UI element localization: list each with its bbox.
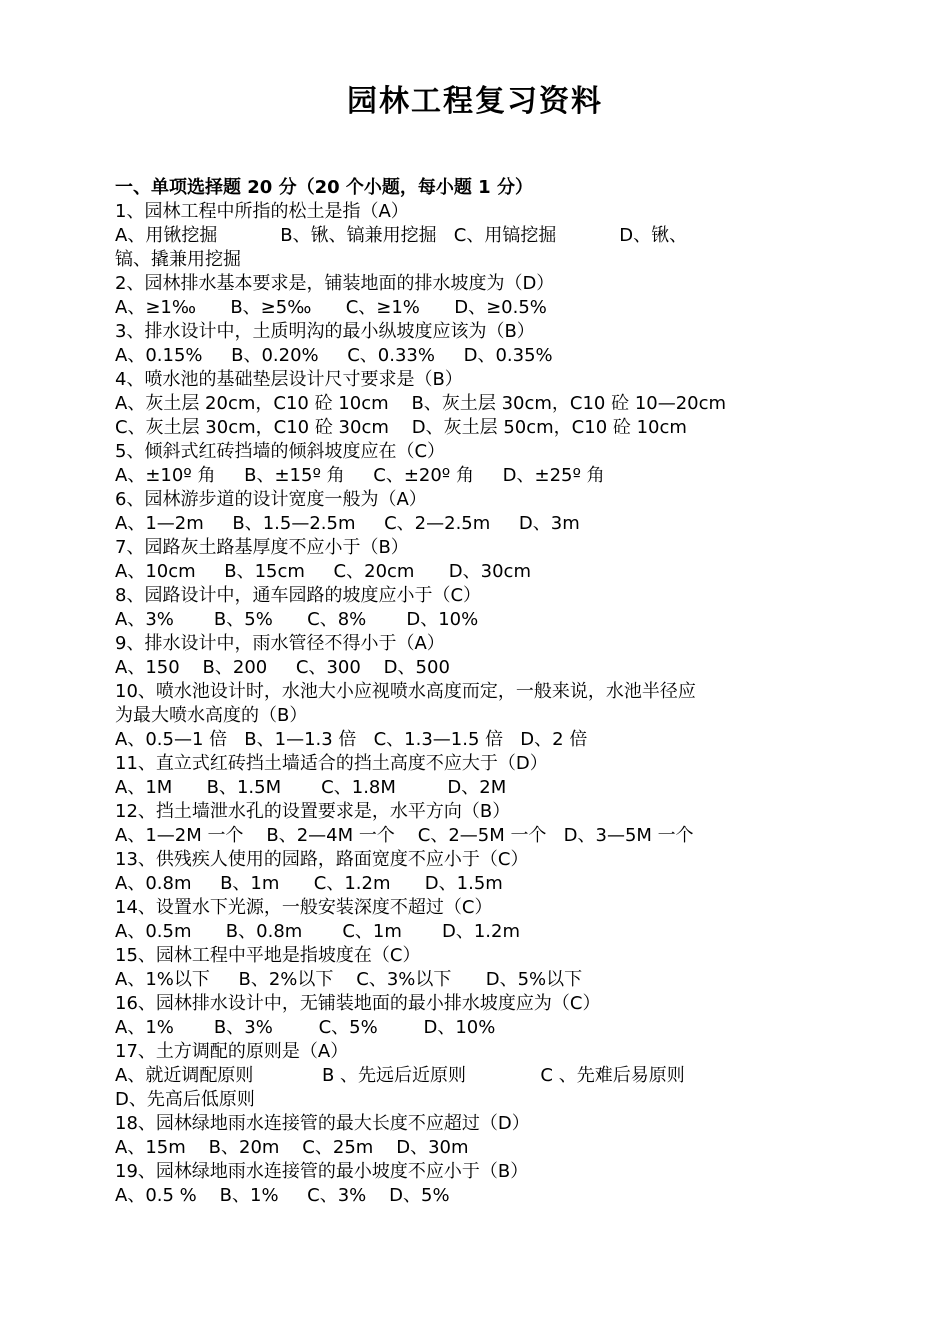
text-line: A、3% B、5% C、8% D、10% <box>115 609 479 630</box>
section-heading: 一、单项选择题 20 分（20 个小题，每小题 1 分） <box>115 177 533 198</box>
text-line: 6、园林游步道的设计宽度一般为（A） <box>115 489 427 510</box>
text-line: A、1—2m B、1.5—2.5m C、2—2.5m D、3m <box>115 513 580 534</box>
text-line: 为最大喷水高度的（B） <box>115 705 308 726</box>
text-line: C、灰土层 30cm，C10 砼 30cm D、灰土层 50cm，C10 砼 10cm <box>115 417 687 438</box>
text-line: A、10cm B、15cm C、20cm D、30cm <box>115 561 531 582</box>
text-line: 12、挡土墙泄水孔的设置要求是，水平方向（B） <box>115 801 511 822</box>
document-body <box>115 176 835 1208</box>
text-line: A、≥1‰ B、≥5‰ C、≥1% D、≥0.5% <box>115 297 547 318</box>
text-line: A、150 B、200 C、300 D、500 <box>115 657 450 678</box>
text-line: A、0.8m B、1m C、1.2m D、1.5m <box>115 873 503 894</box>
text-line: 镐、撬兼用挖掘 <box>115 249 241 270</box>
text-line: A、用锹挖掘 B、锹、镐兼用挖掘 C、用镐挖掘 D、锹、 <box>115 225 688 246</box>
text-line: 7、园路灰土路基厚度不应小于（B） <box>115 537 409 558</box>
text-line: 5、倾斜式红砖挡墙的倾斜坡度应在（C） <box>115 441 446 462</box>
text-line: A、0.5m B、0.8m C、1m D、1.2m <box>115 921 520 942</box>
text-line: A、灰土层 20cm，C10 砼 10cm B、灰土层 30cm，C10 砼 10—20cm <box>115 393 727 414</box>
text-line: D、先高后低原则 <box>115 1089 255 1110</box>
text-line: 2、园林排水基本要求是，铺装地面的排水坡度为（D） <box>115 273 555 294</box>
text-line: A、1M B、1.5M C、1.8M D、2M <box>115 777 507 798</box>
text-line: A、0.5—1 倍 B、1—1.3 倍 C、1.3—1.5 倍 D、2 倍 <box>115 729 588 750</box>
text-line: 17、土方调配的原则是（A） <box>115 1041 349 1062</box>
text-line: 19、园林绿地雨水连接管的最小坡度不应小于（B） <box>115 1161 529 1182</box>
text-line: 3、排水设计中，土质明沟的最小纵坡度应该为（B） <box>115 321 535 342</box>
text-line: 15、园林工程中平地是指坡度在（C） <box>115 945 421 966</box>
text-line: A、0.15% B、0.20% C、0.33% D、0.35% <box>115 345 553 366</box>
text-line: 13、供残疾人使用的园路，路面宽度不应小于（C） <box>115 849 529 870</box>
text-line: A、就近调配原则 B 、先远后近原则 C 、先难后易原则 <box>115 1065 685 1086</box>
text-line: A、1% B、3% C、5% D、10% <box>115 1017 496 1038</box>
text-line: A、1%以下 B、2%以下 C、3%以下 D、5%以下 <box>115 969 583 990</box>
text-line: 14、设置水下光源，一般安装深度不超过（C） <box>115 897 493 918</box>
text-line: A、0.5 % B、1% C、3% D、5% <box>115 1185 450 1206</box>
text-line: A、1—2M 一个 B、2—4M 一个 C、2—5M 一个 D、3—5M 一个 <box>115 825 694 846</box>
document-title: 园林工程复习资料 <box>347 84 603 119</box>
text-line: 8、园路设计中，通车园路的坡度应小于（C） <box>115 585 482 606</box>
text-line: 1、园林工程中所指的松土是指（A） <box>115 201 409 222</box>
text-line: 18、园林绿地雨水连接管的最大长度不应超过（D） <box>115 1113 530 1134</box>
text-line: A、15m B、20m C、25m D、30m <box>115 1137 469 1158</box>
text-line: 10、喷水池设计时，水池大小应视喷水高度而定，一般来说，水池半径应 <box>115 681 696 702</box>
text-line: A、±10º 角 B、±15º 角 C、±20º 角 D、±25º 角 <box>115 465 605 486</box>
text-line: 16、园林排水设计中，无铺装地面的最小排水坡度应为（C） <box>115 993 601 1014</box>
text-line: 9、排水设计中，雨水管径不得小于（A） <box>115 633 445 654</box>
text-line: 11、直立式红砖挡土墙适合的挡土高度不应大于（D） <box>115 753 548 774</box>
text-line: 4、喷水池的基础垫层设计尺寸要求是（B） <box>115 369 463 390</box>
